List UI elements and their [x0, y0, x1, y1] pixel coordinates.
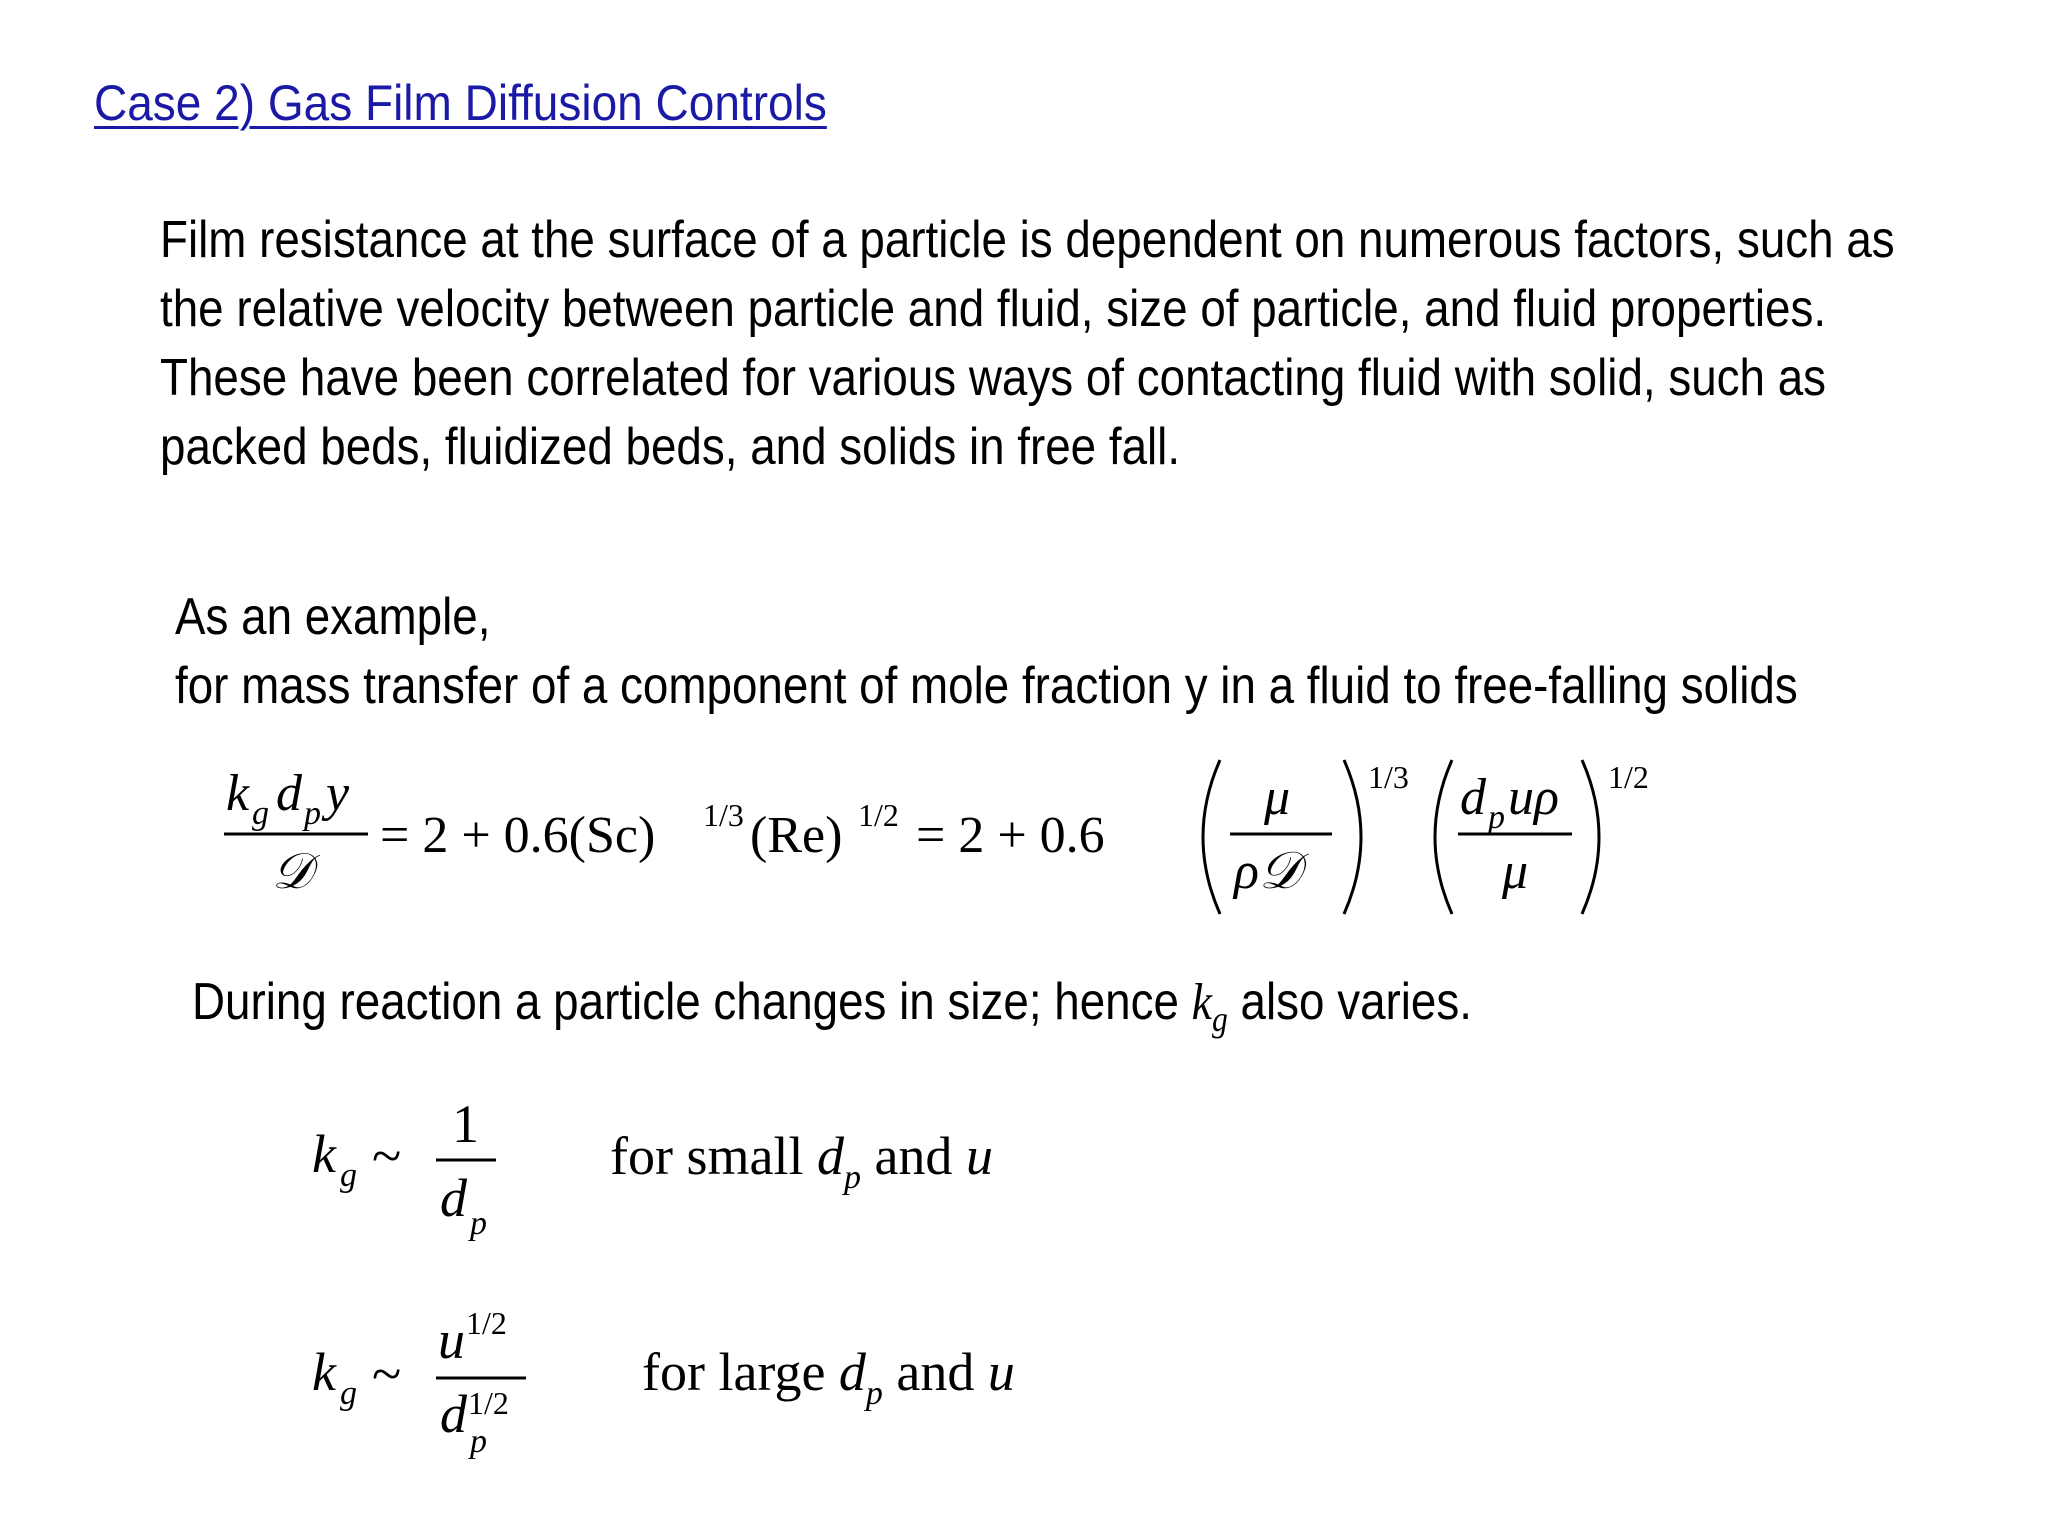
small-text: [610, 1126, 993, 1196]
frac2-denominator-mu: μ: [1502, 843, 1529, 900]
large-k-sub: g: [340, 1375, 357, 1412]
paragraph-line-1: Film resistance at the surface of a particle is dependent on numerous factors, such as: [160, 211, 1895, 269]
re-expression: (Re): [750, 807, 843, 864]
example-line-1: As an example,: [175, 588, 491, 646]
small-numerator-one: 1: [452, 1094, 479, 1154]
middle-expression: = 2 + 0.6(Sc): [380, 807, 656, 864]
lhs-numerator-d: d: [276, 765, 302, 822]
paragraph-line-4: packed beds, fluidized beds, and solids in free fall.: [160, 418, 1181, 476]
lhs-numerator-d-sub: p: [304, 795, 321, 832]
paren-2-left: [1435, 760, 1452, 914]
large-tilde: ~: [372, 1344, 402, 1404]
during-k: k: [1191, 974, 1212, 1031]
section-heading-link[interactable]: Case 2) Gas Film Diffusion Controls: [94, 75, 827, 131]
sc-exponent: 1/3: [703, 797, 744, 833]
small-text-u: u: [965, 1126, 993, 1186]
relation-large-particles: [300, 1300, 1140, 1480]
paren-1-left: [1203, 760, 1220, 914]
small-text-d: d: [816, 1126, 844, 1186]
lhs-numerator-y: y: [326, 765, 350, 822]
paragraph-line-3: These have been correlated for various ways of contacting fluid with solid, such as: [160, 349, 1827, 407]
during-text-before: During reaction a particle changes in size; hence: [192, 973, 1192, 1031]
large-denominator-d: d: [440, 1384, 467, 1444]
during-text-after: also varies.: [1227, 973, 1472, 1031]
paragraph-line-2: the relative velocity between particle and fluid, size of particle, and fluid properties.: [160, 280, 1827, 338]
large-k: k: [312, 1342, 336, 1402]
small-text-d-sub: p: [843, 1159, 861, 1196]
frac1-exponent: 1/3: [1368, 759, 1409, 795]
frac1-numerator-mu: μ: [1264, 769, 1291, 826]
large-text-u: u: [987, 1342, 1015, 1402]
during-reaction-sentence: [192, 968, 1472, 1037]
example-intro: [175, 583, 1798, 721]
example-line-2: for mass transfer of a component of mole fraction y in a fluid to free-falling solids: [175, 657, 1798, 715]
frac2-numerator-d: d: [1460, 769, 1486, 826]
large-text-d: d: [838, 1342, 866, 1402]
lhs-numerator-k: k: [226, 765, 250, 822]
large-text: [642, 1342, 1015, 1412]
large-denominator-sub: p: [470, 1423, 487, 1460]
large-numerator-u: u: [438, 1310, 465, 1370]
large-denominator-sup: 1/2: [468, 1385, 509, 1421]
frac2-numerator-rest: uρ: [1508, 769, 1559, 826]
intro-paragraph: [160, 206, 1895, 482]
large-text-before: for large: [642, 1342, 839, 1402]
large-numerator-exp: 1/2: [466, 1305, 507, 1341]
small-k-sub: g: [340, 1157, 357, 1194]
during-k-sub: g: [1211, 999, 1228, 1039]
mass-transfer-correlation-equation: [220, 752, 1680, 922]
small-text-before: for small: [610, 1126, 817, 1186]
small-k: k: [312, 1124, 336, 1184]
re-exponent: 1/2: [858, 797, 899, 833]
frac2-numerator-d-sub: p: [1488, 799, 1505, 836]
paren-2-right: [1582, 760, 1599, 914]
lhs-numerator-k-sub: g: [252, 795, 269, 832]
large-text-and: and: [882, 1342, 988, 1402]
rhs-start: = 2 + 0.6: [916, 807, 1105, 864]
small-tilde: ~: [372, 1126, 402, 1186]
small-denominator-sub: p: [470, 1205, 487, 1242]
lhs-denominator-diffusivity: 𝒟: [272, 843, 312, 899]
frac1-denominator: ρ𝒟: [1234, 843, 1301, 900]
frac2-exponent: 1/2: [1608, 759, 1649, 795]
small-denominator-d: d: [440, 1168, 467, 1228]
large-text-d-sub: p: [865, 1375, 883, 1412]
paren-1-right: [1344, 760, 1361, 914]
relation-small-particles: [300, 1090, 1120, 1250]
small-text-and: and: [860, 1126, 966, 1186]
